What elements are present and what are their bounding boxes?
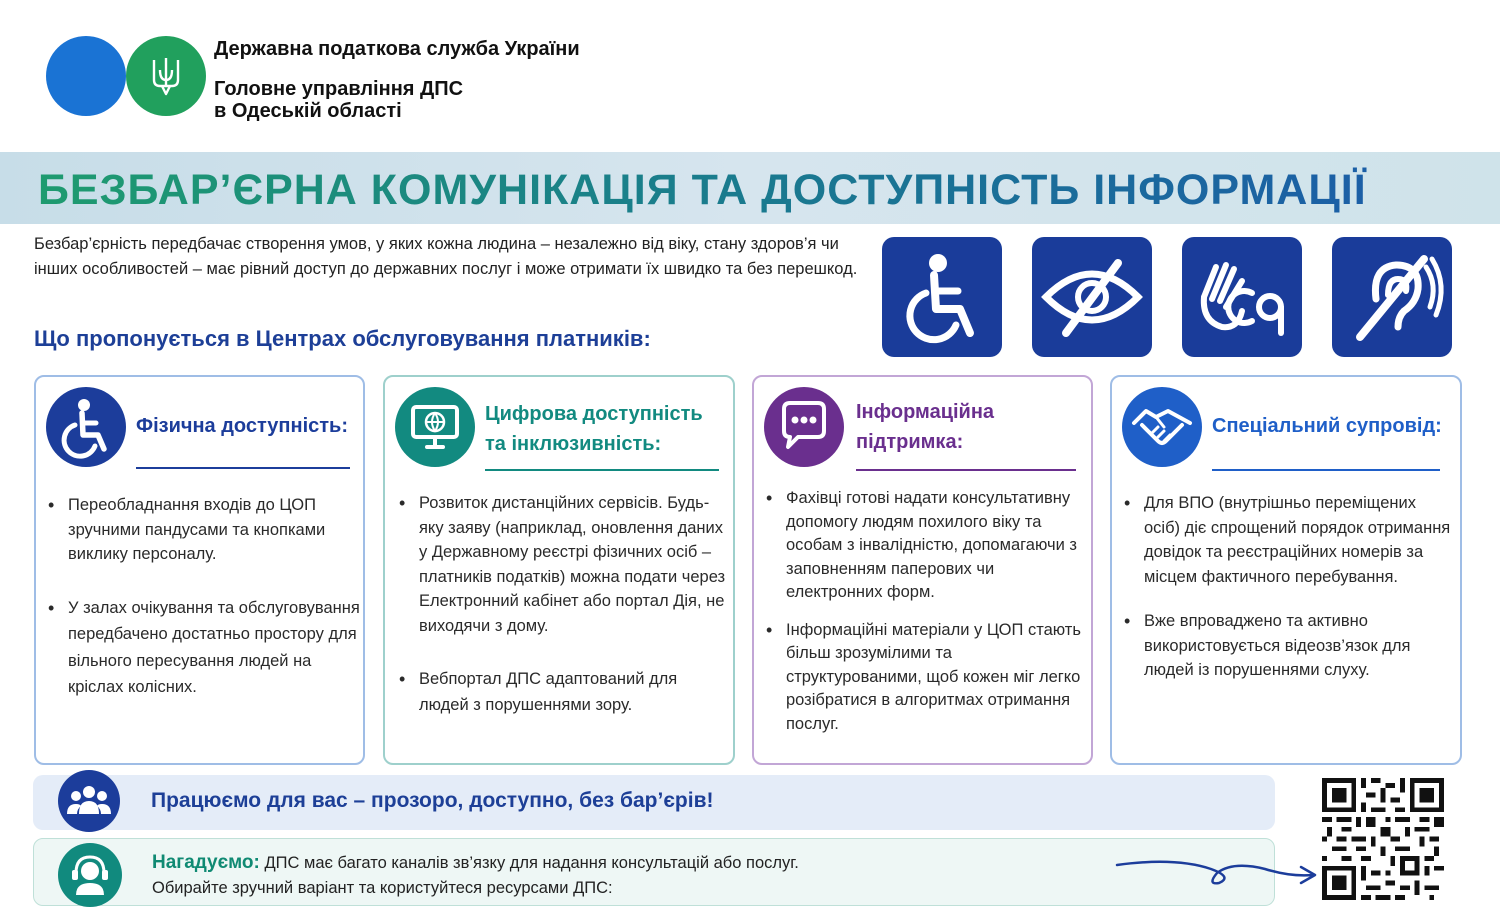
card-physical-accessibility [34, 375, 365, 765]
logo-green-circle [126, 36, 206, 116]
logo-blue-circle [46, 36, 126, 116]
card-divider [485, 469, 719, 471]
trident-icon [150, 56, 182, 96]
curved-arrow-icon [1115, 855, 1320, 895]
headset-operator-icon [58, 843, 122, 907]
card-list [397, 491, 727, 718]
hearing-impaired-icon [1332, 237, 1452, 357]
dps-logo [46, 36, 208, 116]
section-heading: Що пропонується в Центрах обслуговування платників: [34, 326, 651, 351]
motto-text: Працюємо для вас – прозоро, доступно, без бар’єрів! [151, 789, 714, 812]
list-item: • У залах очікування та обслуговування передбачено достатньо простору для вільного пересування людей на кріслах колісних. [46, 595, 361, 701]
card-digital-accessibility [383, 375, 735, 765]
reminder-box [33, 838, 1275, 906]
card-divider [856, 469, 1076, 471]
list-item: • Вже впроваджено та активно використовується відеозв’язок для людей із порушеннями слуху. [1122, 609, 1452, 683]
org-department [214, 78, 463, 122]
card-title-line1: Фізична доступність: [136, 415, 349, 437]
card-list [1122, 491, 1452, 683]
eye-slash-icon [1032, 237, 1152, 357]
computer-globe-icon [395, 387, 475, 467]
org-department-line2: в Одеській області [214, 100, 402, 122]
card-title-line2: підтримка: [856, 431, 964, 453]
card-title-line1: Інформаційна [856, 401, 995, 423]
title-band [0, 152, 1500, 224]
list-item: • Вебпортал ДПС адаптований для людей з порушеннями зору. [397, 666, 727, 718]
card-title [485, 399, 703, 459]
reminder-line2: Обирайте зручний варіант та користуйтеся ресурсами ДПС: [152, 879, 613, 897]
reminder-line1 [152, 850, 799, 876]
reminder-text [152, 850, 799, 901]
card-title [856, 397, 994, 457]
card-title-line2: та інклюзивність: [485, 433, 662, 455]
org-name: Державна податкова служба України [214, 38, 580, 60]
page-title: БЕЗБАР’ЄРНА КОМУНІКАЦІЯ ТА ДОСТУПНІСТЬ ІНФОРМАЦІЇ [38, 166, 1367, 214]
wheelchair-icon [882, 237, 1002, 357]
list-item: • Для ВПО (внутрішньо переміщених осіб) діє спрощений порядок отримання довідок та реєстраційних номерів за місцем фактичного перебування. [1122, 491, 1452, 589]
handshake-icon [1122, 387, 1202, 467]
card-special-support [1110, 375, 1462, 765]
chat-bubble-icon [764, 387, 844, 467]
card-list [764, 487, 1082, 736]
people-group-icon [58, 770, 120, 832]
reminder-lead: Нагадуємо: [152, 852, 260, 873]
card-title [1212, 411, 1442, 441]
list-item: • Переобладнання входів до ЦОП зручними пандусами та кнопками виклику персоналу. [46, 493, 361, 567]
org-department-line1: Головне управління ДПС [214, 78, 464, 100]
list-item: • Розвиток дистанційних сервісів. Будь-яку заяву (наприклад, оновлення даних у Державному реєстрі фізичних осіб – платників податків) можна подати через Електронний кабінет або портал Дія, не виходячи з дому. [397, 491, 727, 638]
card-information-support [752, 375, 1093, 765]
card-title-line1: Цифрова доступність [485, 403, 703, 425]
card-list [46, 493, 361, 701]
card-divider [136, 467, 350, 469]
sign-language-icon [1182, 237, 1302, 357]
card-title-line1: Спеціальний супровід: [1212, 415, 1442, 437]
wheelchair-icon [46, 387, 126, 467]
card-title [136, 411, 348, 441]
intro-text: Безбар’єрність передбачає створення умов, у яких кожна людина – незалежно від віку, стану здоров’я чи інших особливостей – має рівний доступ до державних послуг і може отримати їх швидко та без перешкод. [34, 235, 858, 278]
card-divider [1212, 469, 1440, 471]
reminder-line1-text: ДПС має багато каналів зв’язку для надання консультацій або послуг. [259, 854, 799, 872]
motto-banner [33, 775, 1275, 830]
qr-code[interactable] [1322, 778, 1444, 900]
list-item: • Фахівці готові надати консультативну допомогу людям похилого віку та особам з інвалідністю, допомагаючи з заповненням паперових чи електронних форм. [764, 487, 1082, 605]
list-item: • Інформаційні матеріали у ЦОП стають більш зрозумілими та структурованими, щоб кожен міг легко розібратися в алгоритмах отримання послуг. [764, 619, 1082, 737]
